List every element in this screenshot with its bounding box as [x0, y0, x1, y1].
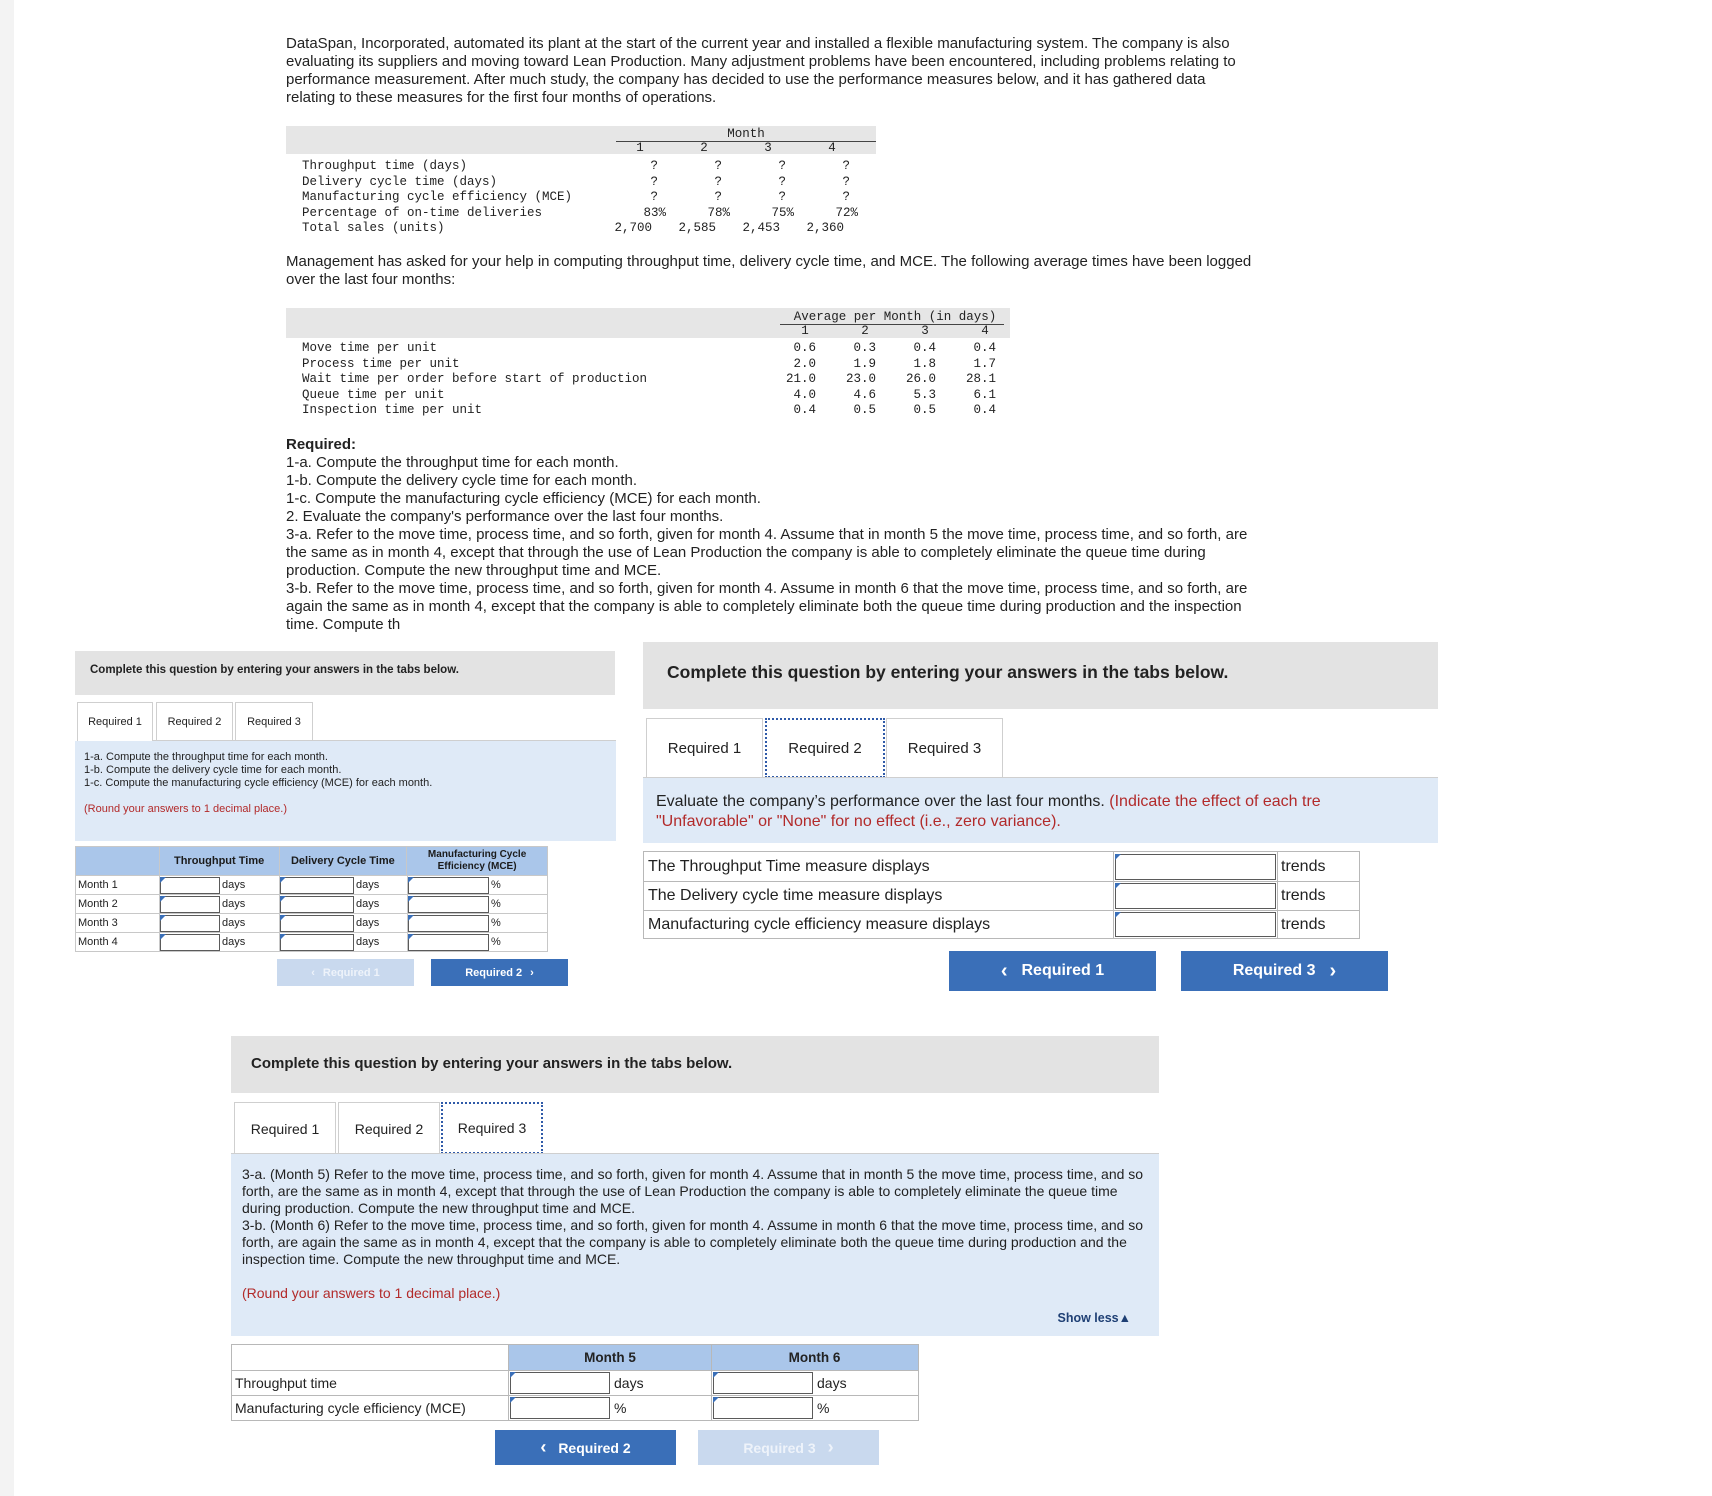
panel2-tab-required-2[interactable]: Required 2 [765, 718, 885, 778]
panel3-prev-button[interactable] [495, 1430, 676, 1465]
row-label: Delivery cycle time (days) [302, 174, 498, 189]
panel2-tab-required-3[interactable]: Required 3 [886, 718, 1003, 778]
row-label: Total sales (units) [302, 221, 445, 235]
trends-suffix: trends [1281, 887, 1326, 904]
cell: 2,585 [678, 221, 716, 235]
required-line: 1-c. Compute the manufacturing cycle efficiency (MCE) for each month. [286, 490, 761, 507]
cell: 0.4 [973, 341, 996, 355]
row-label: Month 4 [78, 936, 118, 948]
unit-days: days [817, 1375, 847, 1391]
cell: ? [842, 174, 850, 189]
grid-divider [159, 876, 160, 952]
prev-label: Required 1 [1021, 962, 1105, 979]
required-line: 1-a. Compute the throughput time for each month. [286, 454, 619, 471]
panel1-next-button[interactable] [431, 959, 568, 986]
cell: ? [778, 159, 786, 173]
panel1-tab-required-1[interactable]: Required 1 [77, 702, 153, 741]
grid-divider [279, 876, 280, 952]
mce-trend-select[interactable] [1115, 912, 1276, 937]
panel3-tab-required-3[interactable]: Required 3 [441, 1102, 543, 1154]
table-row [286, 341, 1010, 357]
month-col-1: 1 [801, 324, 809, 338]
cell: ? [650, 174, 658, 189]
instruction-3b: 3-b. (Month 6) Refer to the move time, process time, and so forth, given for month 4. Assume in month 6 that the move time, process time, and so forth, are again the same as in month 4, except that the company is able to completely eliminate both the queue time during production and the inspection time. Compute the new throughput time and MCE. [242, 1217, 1144, 1267]
cell: 75% [771, 205, 794, 220]
table-row [286, 357, 1010, 373]
prev-label: Required 2 [558, 1439, 631, 1456]
row-label: Percentage of on-time deliveries [302, 205, 543, 220]
instruction-3a: 3-a. (Month 5) Refer to the move time, process time, and so forth, given for month 4. Assume that in month 5 the move time, process time, and so forth, are the same as in month 4, except that through the use of Lean Production the company is able to completely eliminate the queue time during production. Compute the new throughput time and MCE. [242, 1166, 1144, 1216]
col-divider [1113, 852, 1114, 938]
row-label: Wait time per order before start of production [302, 372, 648, 386]
round-note: (Round your answers to 1 decimal place.) [84, 803, 287, 815]
management-paragraph: Management has asked for your help in computing throughput time, delivery cycle time, and MCE. The following average times have been logged over the last four months: [286, 253, 1252, 288]
col-month-6: Month 6 [788, 1350, 841, 1365]
cell: 72% [835, 205, 858, 220]
throughput-input-month-2[interactable] [160, 896, 220, 913]
required-section [286, 436, 1266, 598]
col-mce: Manufacturing Cycle Efficiency (MCE) [407, 847, 548, 876]
cell: 0.6 [793, 341, 816, 355]
next-label: Required 2 [465, 966, 523, 979]
trend-row-label: The Throughput Time measure displays [648, 858, 930, 875]
required-line-3b: 3-b. Refer to the move time, process time, and so forth, given for month 4. Assume in month 6 that the move time, process time, and so forth, are again the same as in month 4, except that the company is able to completely eliminate both the queue time during production and the inspection time. Compute th [286, 580, 1248, 633]
unit-percent: % [491, 917, 501, 929]
unit-percent: % [491, 879, 501, 891]
chevron-right-icon: › [827, 1437, 834, 1457]
row-divider [232, 1370, 918, 1371]
performance-measures-table [286, 126, 876, 238]
row-divider [644, 910, 1359, 911]
throughput-trend-select[interactable] [1115, 854, 1276, 880]
panel1-tab-required-2[interactable]: Required 2 [156, 702, 233, 741]
round-note: (Round your answers to 1 decimal place.) [242, 1285, 501, 1301]
panel1-instructions [75, 741, 616, 841]
month5-throughput-input[interactable] [510, 1372, 610, 1394]
month-col-2: 2 [861, 324, 869, 338]
delivery-input-month-4[interactable] [280, 934, 354, 951]
average-times-table [286, 308, 1010, 420]
cell: 78% [707, 205, 730, 220]
panel1-answer-grid [75, 846, 548, 876]
cell: 0.4 [913, 341, 936, 355]
row-label: Manufacturing cycle efficiency (MCE) [302, 190, 573, 204]
cell: 1.7 [973, 356, 996, 371]
table-row [286, 388, 1010, 404]
table-row [286, 221, 876, 237]
row-divider [232, 1395, 918, 1396]
month-col-3: 3 [921, 324, 929, 338]
required-line: 1-b. Compute the delivery cycle time for each month. [286, 472, 637, 489]
panel2-banner: Complete this question by entering your answers in the tabs below. [643, 642, 1438, 709]
chevron-right-icon: › [530, 966, 534, 979]
cell: 1.8 [913, 356, 936, 371]
month-header: Month [727, 127, 765, 141]
cell: ? [842, 159, 850, 173]
next-label: Required 3 [743, 1439, 816, 1456]
cell: 0.4 [973, 403, 996, 417]
col-throughput: Throughput Time [159, 847, 279, 876]
cell: 21.0 [785, 372, 816, 386]
unit-days: days [222, 917, 246, 929]
unit-percent: % [491, 898, 501, 910]
cell: 4.0 [793, 387, 816, 402]
panel2-prev-button[interactable] [949, 951, 1156, 991]
cell: 0.3 [853, 341, 876, 355]
row-label: Month 1 [78, 879, 118, 891]
row-label: Throughput time (days) [302, 159, 468, 173]
cell: 83% [643, 205, 666, 220]
row-label: Inspection time per unit [302, 403, 483, 417]
mce-input-month-4[interactable] [408, 934, 489, 951]
intro-paragraph: DataSpan, Incorporated, automated its plant at the start of the current year and installed a flexible manufacturing system. The company is also evaluating its suppliers and moving toward Lean Production. Many adjustment problems have been encountered, including problems relating to performance measurement. After much study, the company has decided to use the performance measures below, and it has gathered data relating to these measures for the first four months of operations. [286, 35, 1236, 106]
cell: ? [778, 190, 786, 204]
table-row [286, 372, 1010, 388]
row-label: Move time per unit [302, 341, 438, 355]
throughput-input-month-3[interactable] [160, 915, 220, 932]
grid-corner [76, 847, 160, 876]
instruction-red-2: "Unfavorable" or "None" for no effect (i.e., zero variance). [656, 813, 1061, 830]
delivery-input-month-1[interactable] [280, 877, 354, 894]
cell: 4.6 [853, 387, 876, 402]
month5-mce-input[interactable] [510, 1397, 610, 1419]
panel2-trend-table [643, 851, 1360, 939]
prev-label: Required 1 [322, 966, 380, 979]
instruction-line: 1-a. Compute the throughput time for each month. [84, 751, 328, 763]
month-col-3: 3 [764, 141, 772, 155]
cell: ? [650, 190, 658, 204]
unit-days: days [356, 917, 380, 929]
panel3-answer-table [231, 1344, 919, 1421]
panel1-banner: Complete this question by entering your answers in the tabs below. [75, 651, 615, 695]
page-left-margin [0, 0, 14, 1496]
row-throughput-label: Throughput time [235, 1375, 337, 1391]
cell: 2.0 [793, 356, 816, 371]
col-divider [1277, 852, 1278, 938]
table-row [286, 175, 876, 191]
average-header: Average per Month (in days) [793, 310, 997, 324]
panel3-next-button[interactable] [698, 1430, 879, 1465]
unit-days: days [222, 898, 246, 910]
panel2-next-button[interactable] [1181, 951, 1388, 991]
trends-suffix: trends [1281, 858, 1326, 875]
month-col-1: 1 [636, 141, 644, 155]
mce-input-month-2[interactable] [408, 896, 489, 913]
panel3-banner: Complete this question by entering your answers in the tabs below. [231, 1036, 1159, 1093]
panel3-tab-required-1[interactable]: Required 1 [234, 1102, 336, 1154]
panel3-tab-required-2[interactable]: Required 2 [338, 1102, 440, 1154]
month-col-2: 2 [700, 141, 708, 155]
grid-divider [407, 876, 408, 952]
instruction-line: 1-c. Compute the manufacturing cycle efficiency (MCE) for each month. [84, 777, 433, 789]
unit-days: days [614, 1375, 644, 1391]
month-col-4: 4 [828, 141, 836, 155]
panel1-tab-required-3[interactable]: Required 3 [235, 702, 313, 741]
table-row [286, 190, 876, 206]
cell: ? [778, 174, 786, 189]
chevron-right-icon: › [1329, 959, 1337, 982]
cell: 0.5 [913, 403, 936, 417]
unit-percent: % [491, 936, 501, 948]
row-label: Month 2 [78, 898, 118, 910]
show-less-link[interactable]: Show less▲ [1057, 1311, 1131, 1325]
required-line: 2. Evaluate the company's performance over the last four months. [286, 508, 724, 525]
month6-throughput-input[interactable] [713, 1372, 813, 1394]
chevron-left-icon: ‹ [311, 966, 315, 979]
unit-percent: % [614, 1400, 627, 1416]
cell: 6.1 [973, 387, 996, 402]
instruction-text: Evaluate the company’s performance over the last four months. [656, 793, 1110, 810]
instruction-line: 1-b. Compute the delivery cycle time for each month. [84, 764, 342, 776]
cell: ? [650, 159, 658, 173]
panel3-instructions [231, 1154, 1159, 1336]
cell: 2,453 [742, 221, 780, 235]
unit-days: days [356, 879, 380, 891]
table-row [286, 159, 876, 175]
cell: ? [714, 159, 722, 173]
required-heading: Required: [286, 436, 357, 453]
unit-days: days [356, 936, 380, 948]
cell: 26.0 [905, 372, 936, 386]
panel2-tab-required-1[interactable]: Required 1 [646, 718, 763, 778]
cell: 2,700 [614, 221, 652, 235]
trend-row-label: Manufacturing cycle efficiency measure displays [648, 916, 991, 933]
cell: 0.5 [853, 403, 876, 417]
cell: ? [842, 190, 850, 204]
row-label: Process time per unit [302, 356, 460, 371]
cell: 1.9 [853, 356, 876, 371]
cell: 2,360 [806, 221, 844, 235]
row-mce-label: Manufacturing cycle efficiency (MCE) [235, 1400, 466, 1416]
unit-days: days [222, 936, 246, 948]
cell: ? [714, 174, 722, 189]
table-row [286, 206, 876, 222]
col-delivery: Delivery Cycle Time [279, 847, 407, 876]
month-col-4: 4 [981, 324, 989, 338]
delivery-trend-select[interactable] [1115, 883, 1276, 909]
instruction-red: (Indicate the effect of each tre [1109, 793, 1321, 810]
mce-input-month-3[interactable] [408, 915, 489, 932]
trends-suffix: trends [1281, 916, 1326, 933]
delivery-input-month-3[interactable] [280, 915, 354, 932]
panel2-instructions [643, 778, 1438, 843]
mce-input-month-1[interactable] [408, 877, 489, 894]
cell: 0.4 [793, 403, 816, 417]
cell: 28.1 [965, 372, 996, 386]
cell: ? [714, 190, 722, 204]
unit-days: days [356, 898, 380, 910]
next-label: Required 3 [1232, 962, 1316, 979]
panel1-prev-button[interactable] [277, 959, 414, 986]
trend-row-label: The Delivery cycle time measure displays [648, 887, 943, 904]
chevron-left-icon: ‹ [540, 1437, 547, 1457]
row-label: Month 3 [78, 917, 118, 929]
month6-mce-input[interactable] [713, 1397, 813, 1419]
table-row [286, 403, 1010, 419]
unit-days: days [222, 879, 246, 891]
cell: 5.3 [913, 387, 936, 402]
required-line: 3-a. Refer to the move time, process time, and so forth, given for month 4. Assume that in month 5 the move time, process time, and so forth, are the same as in month 4, except that through the use of Lean Production the company is able to completely eliminate the queue time during production. Compute the new throughput time and MCE. [286, 526, 1248, 579]
chevron-left-icon: ‹ [1000, 959, 1008, 982]
cell: 23.0 [845, 372, 876, 386]
col-divider [711, 1345, 712, 1420]
delivery-input-month-2[interactable] [280, 896, 354, 913]
throughput-input-month-4[interactable] [160, 934, 220, 951]
col-divider [508, 1345, 509, 1420]
unit-percent: % [817, 1400, 830, 1416]
col-month-5: Month 5 [584, 1350, 636, 1365]
row-label: Queue time per unit [302, 387, 445, 402]
throughput-input-month-1[interactable] [160, 877, 220, 894]
row-divider [644, 881, 1359, 882]
